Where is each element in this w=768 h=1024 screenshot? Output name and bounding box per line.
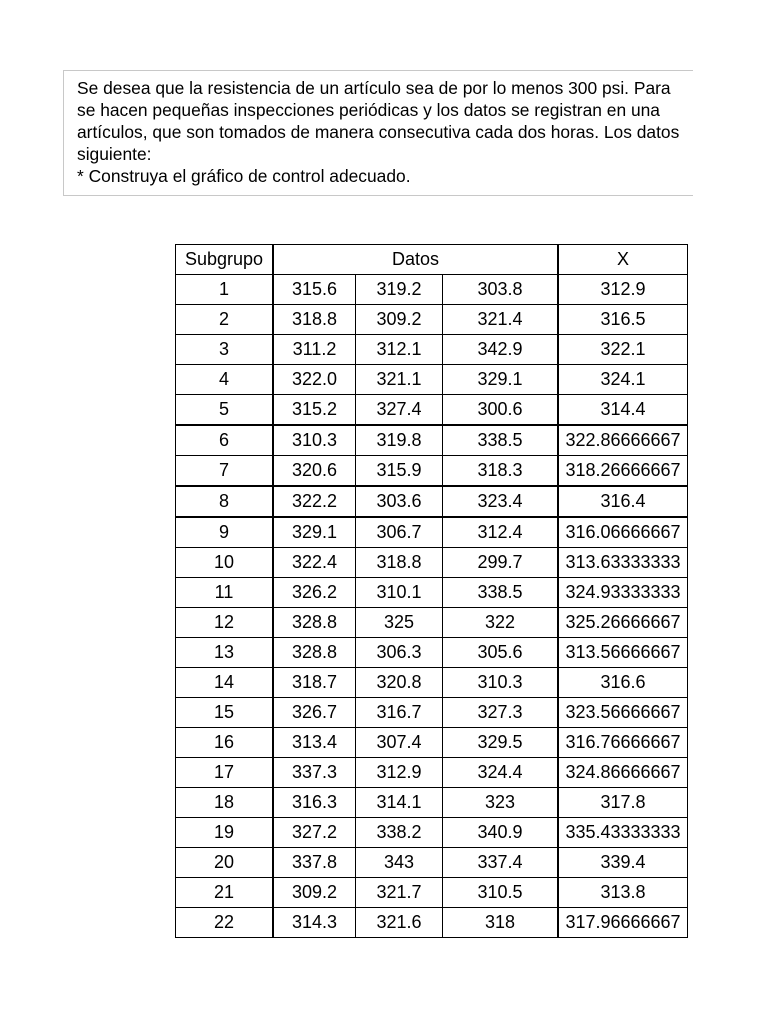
cell-dato-1: 316.3 [273,788,356,818]
cell-dato-1: 318.8 [273,305,356,335]
cell-dato-2: 312.9 [356,758,443,788]
cell-x: 317.96666667 [558,908,688,938]
problem-line: se hacen pequeñas inspecciones periódicas y los datos se registran en una [77,100,660,120]
problem-statement-box [63,70,693,196]
cell-subgrupo: 5 [176,395,274,426]
cell-subgrupo: 4 [176,365,274,395]
cell-x: 313.56666667 [558,638,688,668]
cell-dato-3: 305.6 [443,638,559,668]
cell-dato-3: 337.4 [443,848,559,878]
cell-dato-3: 310.3 [443,668,559,698]
cell-x: 312.9 [558,275,688,305]
cell-subgrupo: 12 [176,608,274,638]
table-row [176,486,688,517]
cell-subgrupo: 19 [176,818,274,848]
cell-dato-1: 337.3 [273,758,356,788]
cell-x: 324.93333333 [558,578,688,608]
cell-x: 322.86666667 [558,425,688,456]
header-row [176,245,688,275]
table-row [176,548,688,578]
cell-dato-3: 318.3 [443,456,559,487]
table-row [176,335,688,365]
table-row [176,728,688,758]
table-row [176,365,688,395]
cell-dato-1: 328.8 [273,608,356,638]
cell-dato-3: 324.4 [443,758,559,788]
cell-dato-1: 310.3 [273,425,356,456]
cell-subgrupo: 18 [176,788,274,818]
cell-x: 316.76666667 [558,728,688,758]
cell-x: 324.86666667 [558,758,688,788]
cell-dato-1: 322.4 [273,548,356,578]
cell-dato-3: 300.6 [443,395,559,426]
cell-dato-2: 321.7 [356,878,443,908]
cell-dato-2: 316.7 [356,698,443,728]
table-row [176,848,688,878]
cell-dato-3: 340.9 [443,818,559,848]
cell-dato-2: 314.1 [356,788,443,818]
cell-dato-3: 323.4 [443,486,559,517]
cell-dato-2: 338.2 [356,818,443,848]
cell-x: 335.43333333 [558,818,688,848]
problem-line: siguiente: [77,144,152,164]
cell-x: 324.1 [558,365,688,395]
cell-dato-2: 309.2 [356,305,443,335]
cell-dato-1: 314.3 [273,908,356,938]
cell-dato-2: 320.8 [356,668,443,698]
table-row [176,456,688,487]
cell-subgrupo: 17 [176,758,274,788]
cell-dato-1: 318.7 [273,668,356,698]
cell-subgrupo: 20 [176,848,274,878]
header-subgrupo: Subgrupo [176,245,274,275]
cell-dato-3: 338.5 [443,578,559,608]
cell-dato-2: 307.4 [356,728,443,758]
cell-x: 325.26666667 [558,608,688,638]
cell-dato-1: 315.2 [273,395,356,426]
cell-dato-2: 306.3 [356,638,443,668]
table-row [176,608,688,638]
cell-subgrupo: 16 [176,728,274,758]
problem-line: Se desea que la resistencia de un artículo sea de por lo menos 300 psi. Para [77,78,671,98]
cell-dato-1: 326.7 [273,698,356,728]
cell-dato-3: 310.5 [443,878,559,908]
header-x: X [558,245,688,275]
table-row [176,758,688,788]
table-row [176,578,688,608]
problem-line: artículos, que son tomados de manera consecutiva cada dos horas. Los datos [77,122,680,142]
table-row [176,698,688,728]
cell-subgrupo: 8 [176,486,274,517]
cell-dato-3: 329.1 [443,365,559,395]
cell-x: 323.56666667 [558,698,688,728]
cell-x: 316.06666667 [558,517,688,548]
cell-dato-1: 311.2 [273,335,356,365]
cell-dato-1: 328.8 [273,638,356,668]
cell-dato-2: 325 [356,608,443,638]
cell-subgrupo: 13 [176,638,274,668]
problem-statement [77,77,693,187]
cell-subgrupo: 7 [176,456,274,487]
cell-dato-3: 329.5 [443,728,559,758]
cell-dato-2: 343 [356,848,443,878]
cell-dato-2: 315.9 [356,456,443,487]
cell-dato-3: 323 [443,788,559,818]
cell-dato-3: 342.9 [443,335,559,365]
cell-subgrupo: 21 [176,878,274,908]
cell-x: 313.63333333 [558,548,688,578]
cell-dato-3: 322 [443,608,559,638]
cell-subgrupo: 9 [176,517,274,548]
cell-dato-3: 299.7 [443,548,559,578]
cell-dato-2: 310.1 [356,578,443,608]
table-row [176,395,688,426]
cell-dato-1: 322.0 [273,365,356,395]
table-row [176,638,688,668]
cell-dato-3: 318 [443,908,559,938]
table-row [176,788,688,818]
cell-x: 322.1 [558,335,688,365]
cell-subgrupo: 15 [176,698,274,728]
table-row [176,517,688,548]
cell-dato-1: 320.6 [273,456,356,487]
cell-dato-1: 329.1 [273,517,356,548]
cell-x: 316.4 [558,486,688,517]
cell-dato-1: 315.6 [273,275,356,305]
cell-dato-2: 312.1 [356,335,443,365]
cell-dato-3: 303.8 [443,275,559,305]
cell-x: 313.8 [558,878,688,908]
cell-dato-2: 327.4 [356,395,443,426]
cell-subgrupo: 10 [176,548,274,578]
table-row [176,668,688,698]
cell-dato-3: 321.4 [443,305,559,335]
cell-subgrupo: 6 [176,425,274,456]
table-row [176,305,688,335]
cell-dato-2: 303.6 [356,486,443,517]
cell-dato-1: 326.2 [273,578,356,608]
cell-dato-3: 312.4 [443,517,559,548]
cell-dato-1: 309.2 [273,878,356,908]
table-body [176,275,688,938]
cell-dato-1: 337.8 [273,848,356,878]
cell-subgrupo: 3 [176,335,274,365]
cell-dato-2: 319.8 [356,425,443,456]
cell-dato-2: 321.1 [356,365,443,395]
cell-subgrupo: 1 [176,275,274,305]
cell-x: 314.4 [558,395,688,426]
cell-x: 316.6 [558,668,688,698]
cell-dato-3: 338.5 [443,425,559,456]
cell-dato-2: 318.8 [356,548,443,578]
cell-x: 339.4 [558,848,688,878]
cell-dato-2: 306.7 [356,517,443,548]
cell-x: 318.26666667 [558,456,688,487]
cell-subgrupo: 22 [176,908,274,938]
table-row [176,878,688,908]
data-table [175,244,688,938]
header-datos: Datos [273,245,558,275]
cell-dato-1: 322.2 [273,486,356,517]
cell-x: 317.8 [558,788,688,818]
table-row [176,908,688,938]
cell-dato-1: 313.4 [273,728,356,758]
cell-dato-3: 327.3 [443,698,559,728]
cell-x: 316.5 [558,305,688,335]
cell-subgrupo: 14 [176,668,274,698]
cell-subgrupo: 2 [176,305,274,335]
cell-subgrupo: 11 [176,578,274,608]
table-row [176,275,688,305]
problem-line: * Construya el gráfico de control adecuado. [77,166,411,186]
cell-dato-2: 321.6 [356,908,443,938]
cell-dato-2: 319.2 [356,275,443,305]
table-row [176,425,688,456]
cell-dato-1: 327.2 [273,818,356,848]
table-row [176,818,688,848]
